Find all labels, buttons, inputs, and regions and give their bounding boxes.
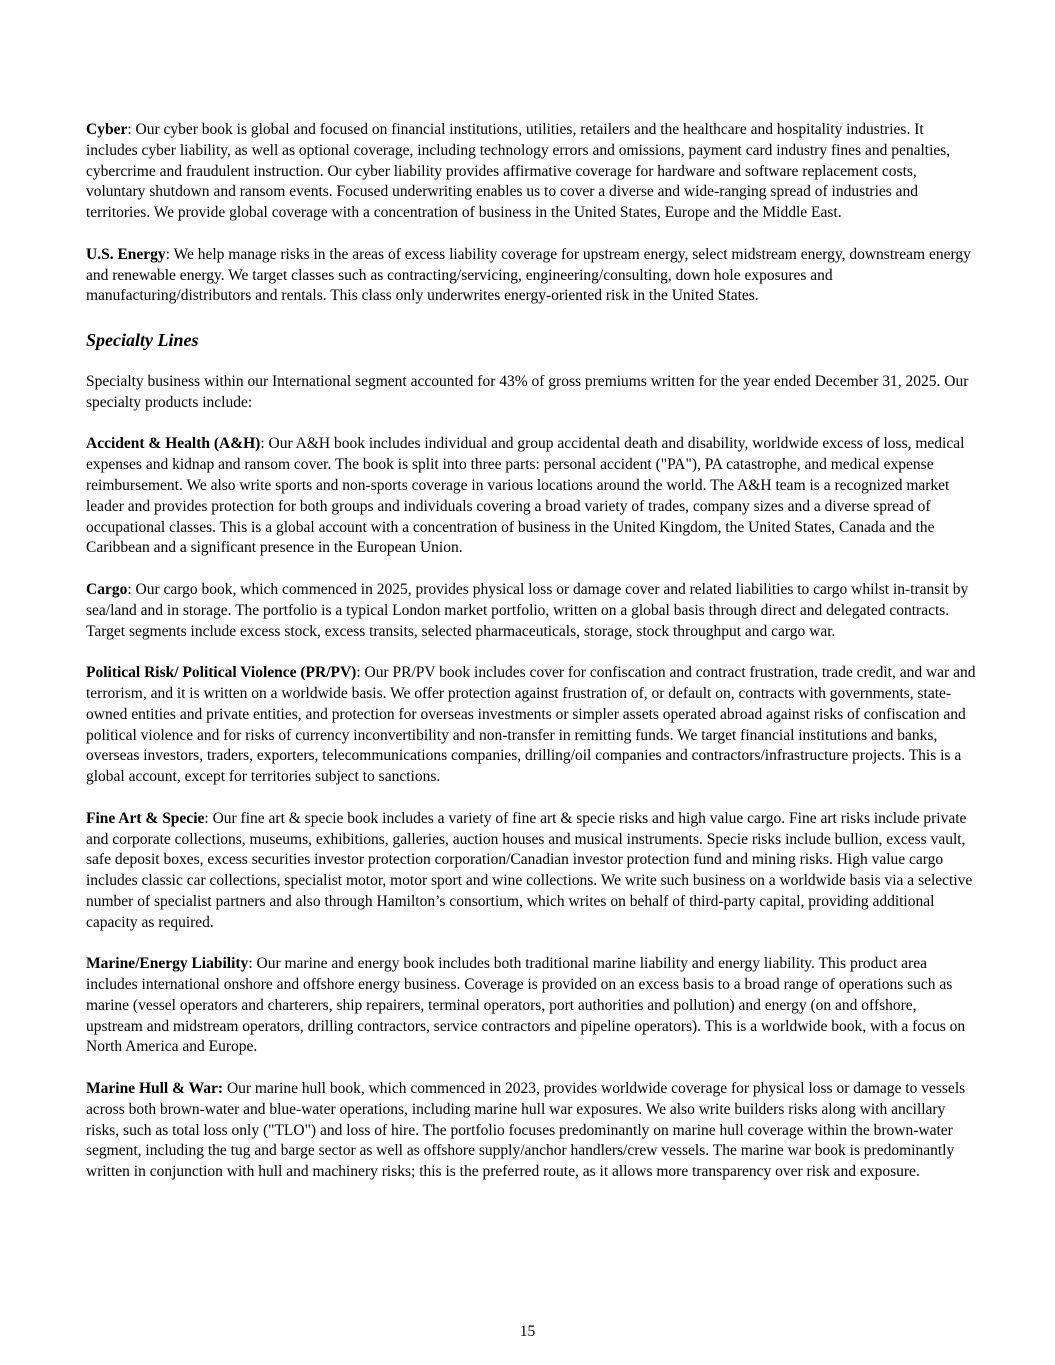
- us-energy-text: : We help manage risks in the areas of excess liability coverage for upstream energy, select midstream energy, downstream energy and renewable energy. We target classes such as contracting/servicing, engineering/consulting, down hole exposures and manufacturing/distributors and rentals. This class only underwrites energy-oriented risk in the United States.: [86, 245, 971, 305]
- paragraph-marine-hull: [86, 1079, 976, 1183]
- paragraph-cargo: [86, 580, 976, 642]
- paragraph-us-energy: [86, 245, 976, 307]
- political-risk-text: : Our PR/PV book includes cover for confiscation and contract frustration, trade credit, and war and terrorism, and it is written on a worldwide basis. We offer protection against frustration of, or default on, contracts with governments, state-owned entities and private entities, and protection for overseas investments or simpler assets operated abroad against risks of confiscation and political violence and for risks of currency inconvertibility and non-transfer in remitting funds. We target financial institutions and banks, overseas investors, traders, exporters, telecommunications companies, drilling/oil companies and contractors/infrastructure projects. This is a global account, except for territories subject to sanctions.: [86, 664, 976, 786]
- fine-art-label: Fine Art & Specie: [86, 809, 205, 827]
- specialty-intro: Specialty business within our International segment accounted for 43% of gross premiums written for the year ended December 31, 2025. Our specialty products include:: [86, 372, 969, 411]
- accident-health-text: : Our A&H book includes individual and group accidental death and disability, worldwide excess of loss, medical expenses and kidnap and ransom cover. The book is split into three parts: personal accident ("PA"), PA catastrophe, and medical expense reimbursement. We also write sports and non-sports coverage in various locations around the world. The A&H team is a recognized market leader and provides protection for both groups and individuals covering a broad variety of trades, company sizes and a diverse spread of occupational classes. This is a global account with a concentration of business in the United Kingdom, the United States, Canada and the Caribbean and a significant presence in the European Union.: [86, 435, 965, 557]
- fine-art-text: : Our fine art & specie book includes a variety of fine art & specie risks and high value cargo. Fine art risks include private and corporate collections, museums, exhibitions, galleries, auction houses and musical instruments. Specie risks include bullion, excess vault, safe deposit boxes, excess securities investor protection corporation/Canadian investor protection fund and mining risks. High value cargo includes classic car collections, specialist motor, motor sport and wine collections. We write such business on a worldwide basis via a selective number of specialist partners and also through Hamilton’s consortium, which writes on behalf of third-party capital, providing additional capacity as required.: [86, 809, 973, 931]
- page-number: 15: [519, 1323, 536, 1340]
- marine-energy-text: : Our marine and energy book includes both traditional marine liability and energy liability. This product area includes international onshore and offshore energy business. Coverage is provided on an excess basis to a broad range of operations such as marine (vessel operators and charterers, ship repairers, terminal operators, port authorities and pollution) and energy (on and offshore, upstream and midstream operators, drilling contractors, service contractors and pipeline operators). This is a worldwide book, with a focus on North America and Europe.: [86, 955, 966, 1056]
- accident-health-label: Accident & Health (A&H): [86, 435, 261, 453]
- marine-energy-label: Marine/Energy Liability: [86, 955, 249, 973]
- document-body: [86, 120, 976, 1204]
- paragraph-marine-energy: [86, 954, 976, 1058]
- cyber-text: : Our cyber book is global and focused on financial institutions, utilities, retailers and the healthcare and hospitality industries. It includes cyber liability, as well as optional coverage, including technology errors and omissions, payment card industry fines and penalties, cybercrime and fraudulent instruction. Our cyber liability provides affirmative coverage for hardware and software replacement costs, voluntary shutdown and ransom events. Focused underwriting enables us to cover a diverse and wide-ranging spread of industries and territories. We provide global coverage with a concentration of business in the United States, Europe and the Middle East.: [86, 121, 951, 222]
- marine-hull-label: Marine Hull & War:: [86, 1080, 224, 1098]
- cargo-label: Cargo: [86, 580, 128, 598]
- us-energy-label: U.S. Energy: [86, 245, 166, 263]
- paragraph-accident-health: [86, 434, 976, 559]
- cargo-text: : Our cargo book, which commenced in 2025, provides physical loss or damage cover and related liabilities to cargo whilst in-transit by sea/land and in storage. The portfolio is a typical London market portfolio, written on a global basis through direct and delegated contracts. Target segments include excess stock, excess transits, selected pharmaceuticals, storage, stock throughput and cargo war.: [86, 580, 969, 640]
- specialty-lines-heading: Specialty Lines: [86, 329, 199, 350]
- cyber-label: Cyber: [86, 121, 128, 138]
- paragraph-fine-art: [86, 809, 976, 934]
- paragraph-cyber: [86, 120, 976, 224]
- paragraph-political-risk: [86, 663, 976, 788]
- marine-hull-text: Our marine hull book, which commenced in 2023, provides worldwide coverage for physical loss or damage to vessels across both brown-water and blue-water operations, including marine hull war exposures. We also write builders risks along with ancillary risks, such as total loss only ("TLO") and loss of hire. The portfolio focuses predominantly on marine hull coverage within the brown-water segment, including the tug and barge sector as well as offshore supply/anchor handlers/crew vessels. The marine war book is predominantly written in conjunction with hull and machinery risks; this is the preferred route, as it allows more transparency over risk and exposure.: [86, 1080, 966, 1181]
- political-risk-label: Political Risk/ Political Violence (PR/PV): [86, 664, 357, 682]
